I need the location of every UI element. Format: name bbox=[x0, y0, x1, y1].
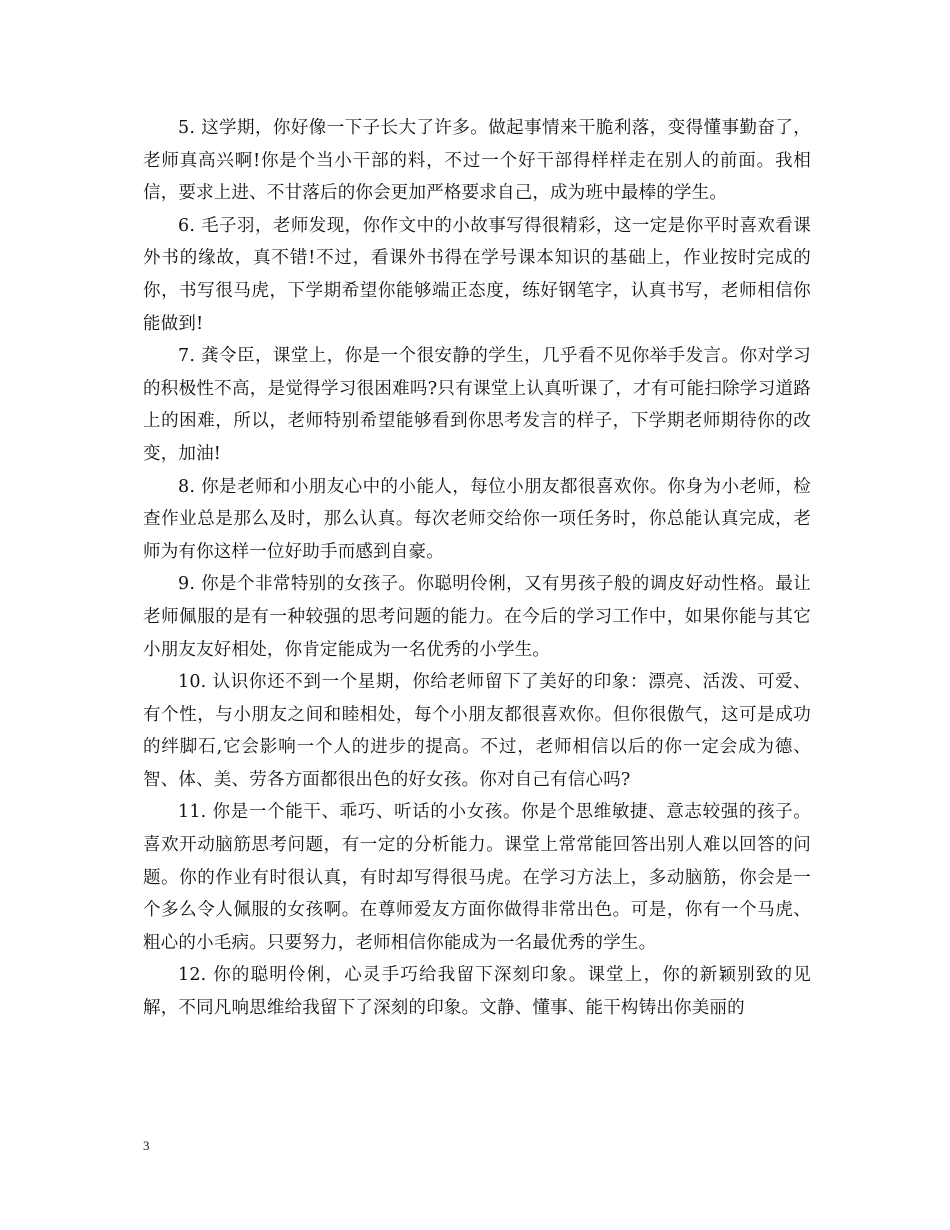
paragraph-10: 10. 认识你还不到一个星期，你给老师留下了美好的印象：漂亮、活泼、可爱、有个性，与小朋友之间和睦相处，每个小朋友都很喜欢你。但你很傲气，这可是成功的绊脚石,它会影响一个人的进步的提高。不过，老师相信以后的你一定会成为德、智、体、美、劳各方面都很出色的好女孩。你对自己有信心吗? bbox=[143, 672, 811, 790]
paragraph-5: 5. 这学期，你好像一下子长大了许多。做起事情来干脆利落，变得懂事勤奋了，老师真高兴啊!你是个当小干部的料，不过一个好干部得样样走在别人的前面。我相信，要求上进、不甘落后的你会更加严格要求自己，成为班中最棒的学生。 bbox=[143, 118, 811, 204]
paragraph-12: 12. 你的聪明伶俐，心灵手巧给我留下深刻印象。课堂上，你的新颖别致的见解，不同凡响思维给我留下了深刻的印象。文静、懂事、能干构铸出你美丽的 bbox=[143, 965, 811, 1019]
page-number: 3 bbox=[143, 1138, 150, 1153]
paragraph-9: 9. 你是个非常特别的女孩子。你聪明伶俐，又有男孩子般的调皮好动性格。最让老师佩服的是有一种较强的思考问题的能力。在今后的学习工作中，如果你能与其它小朋友友好相处，你肯定能成为一名优秀的小学生。 bbox=[143, 574, 811, 660]
paragraph-8: 8. 你是老师和小朋友心中的小能人，每位小朋友都很喜欢你。你身为小老师，检查作业总是那么及时，那么认真。每次老师交给你一项任务时，你总能认真完成，老师为有你这样一位好助手而感到自豪。 bbox=[143, 476, 811, 562]
paragraph-11: 11. 你是一个能干、乖巧、听话的小女孩。你是个思维敏捷、意志较强的孩子。喜欢开动脑筋思考问题，有一定的分析能力。课堂上常常能回答出别人难以回答的问题。你的作业有时很认真，有时却写得很马虎。在学习方法上，多动脑筋，你会是一个多么令人佩服的女孩啊。在尊师爱友方面你做得非常出色。可是，你有一个马虎、粗心的小毛病。只要努力，老师相信你能成为一名最优秀的学生。 bbox=[143, 802, 811, 953]
document-body bbox=[143, 112, 811, 1025]
paragraph-7: 7. 龚令臣，课堂上，你是一个很安静的学生，几乎看不见你举手发言。你对学习的积极性不高，是觉得学习很困难吗?只有课堂上认真听课了，才有可能扫除学习道路上的困难，所以，老师特别希望能够看到你思考发言的样子，下学期老师期待你的改变，加油! bbox=[143, 346, 811, 464]
paragraph-6: 6. 毛子羽，老师发现，你作文中的小故事写得很精彩，这一定是你平时喜欢看课外书的缘故，真不错!不过，看课外书得在学号课本知识的基础上，作业按时完成的你，书写很马虎，下学期希望你能够端正态度，练好钢笔字，认真书写，老师相信你能做到! bbox=[143, 215, 811, 334]
